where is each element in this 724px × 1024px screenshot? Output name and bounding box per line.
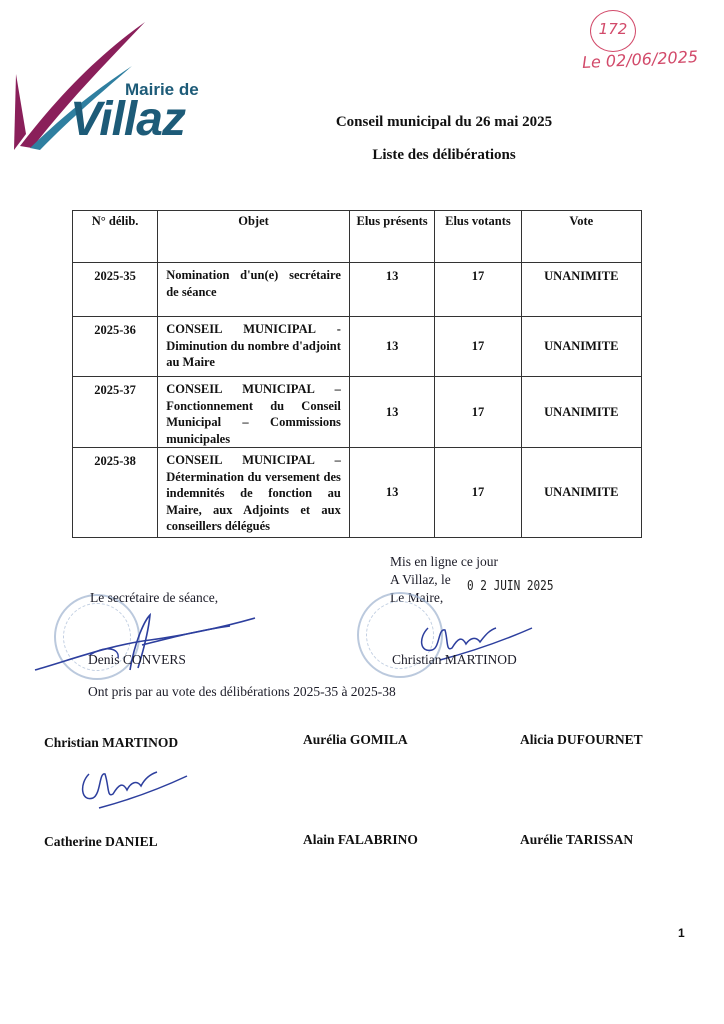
row-objet: CONSEIL MUNICIPAL – Fonctionnement du Conseil Municipal – Commissions municipales [166,382,341,446]
row-votants: 17 [435,377,521,448]
publication-line1: Mis en ligne ce jour [390,554,498,569]
participation-text: Ont pris par au vote des délibérations 2025-35 à 2025-38 [88,684,396,699]
member-name: Alain FALABRINO [303,832,418,847]
table-row [73,263,642,317]
table-header-row [73,211,642,263]
row-objet: CONSEIL MUNICIPAL – Détermination du versement des indemnités de fonction au Maire, aux Adjoints et aux conseillers délégués [166,453,341,533]
secretary-name: Denis CONVERS [88,652,186,667]
row-objet: CONSEIL MUNICIPAL - Diminution du nombre d'adjoint au Maire [166,322,341,369]
member-name: Catherine DANIEL [44,834,158,849]
row-presents: 13 [349,317,434,377]
row-num: 2025-36 [94,323,136,337]
header-presents: Elus présents [349,211,434,263]
row-presents: 13 [349,448,434,538]
date-stamp: 0 2 JUIN 2025 [467,579,554,594]
member-name: Alicia DUFOURNET [520,732,643,747]
row-votants: 17 [435,317,521,377]
table-row [73,377,642,448]
secretary-signature-icon [30,600,260,680]
annotation-number: 172 [598,20,628,38]
header-votants: Elus votants [435,211,521,263]
logo-text-big: Villaz [70,93,185,146]
row-vote: UNANIMITE [521,377,641,448]
header-objet: Objet [158,211,350,263]
secretary-label: Le secrétaire de séance, [90,590,219,605]
table-row [73,317,642,377]
row-votants: 17 [435,448,521,538]
annotation-date: Le 02/06/2025 [581,46,699,73]
row-num: 2025-37 [94,383,136,397]
page-number: 1 [678,926,685,940]
row-vote: UNANIMITE [544,269,619,283]
row-vote: UNANIMITE [521,448,641,538]
member-signature-icon [75,752,195,812]
member-name: Aurélia GOMILA [303,732,408,747]
deliberations-table [72,210,642,538]
row-num: 2025-38 [94,454,136,468]
table-row [73,448,642,538]
publication-line3: Le Maire, [390,590,444,605]
member-name: Christian MARTINOD [44,735,179,750]
row-num: 2025-35 [94,269,136,283]
document-title: Conseil municipal du 26 mai 2025 [335,114,553,130]
row-objet: Nomination d'un(e) secrétaire de séance [166,268,341,299]
header-vote: Vote [521,211,641,263]
member-name: Aurélie TARISSAN [520,832,634,847]
document-subtitle: Liste des délibérations [372,147,516,163]
row-presents: 13 [349,377,434,448]
publication-line2: A Villaz, le [390,572,451,587]
header-num: N° délib. [73,211,158,263]
row-presents: 13 [385,269,399,283]
mayor-name: Christian MARTINOD [392,652,517,667]
logo-text-small: Mairie de [125,80,199,99]
row-votants: 17 [471,269,485,283]
mairie-logo [10,14,210,154]
row-vote: UNANIMITE [521,317,641,377]
